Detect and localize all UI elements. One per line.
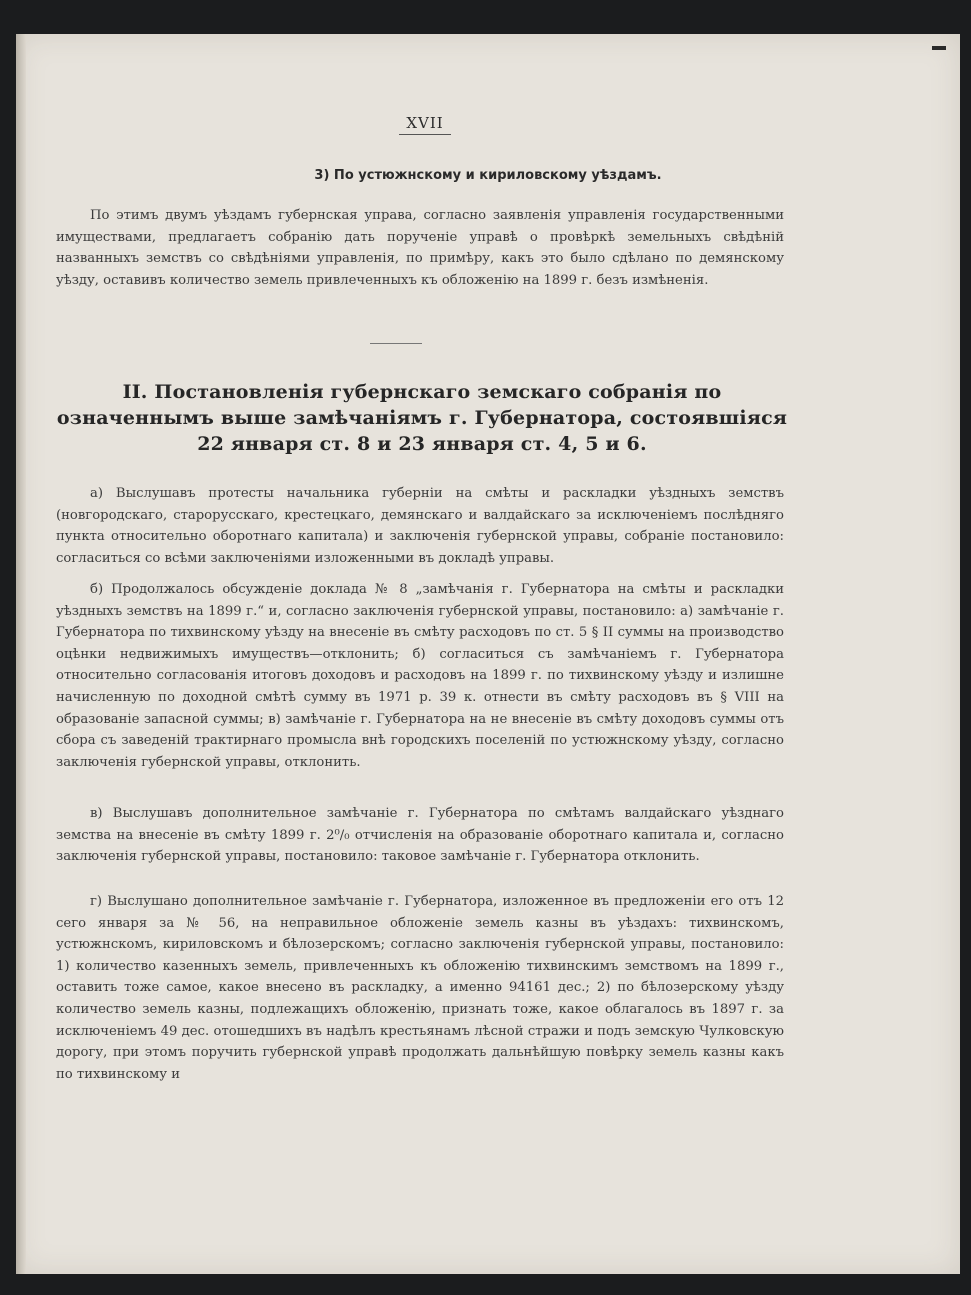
document-page xyxy=(16,34,960,1274)
section-title: II. Постановленія губернскаго земскаго собранія по означеннымъ выше замѣчаніямъ г. Губернатора, состоявшіяся 22 января ст. 8 и 23 января ст. 4, 5 и 6. xyxy=(56,381,788,455)
paragraph-a: а) Выслушавъ протесты начальника губерніи на смѣты и раскладки уѣздныхъ земствъ (новгородскаго, старорусскаго, крестецкаго, демянскаго и валдайскаго за исключеніемъ послѣдняго пункта относительно оборотнаго капитала) и заключенія губернской управы, собраніе постановило: согласиться со всѣми заключеніями изложенными въ докладѣ управы. xyxy=(56,486,784,566)
paragraph-b: б) Продолжалось обсужденіе доклада № 8 „замѣчанія г. Губернатора на смѣты и раскладки уѣздныхъ земствъ на 1899 г.“ и, согласно заключенія губернской управы, постановило: а) замѣчаніе г. Губернатора по тихвинскому уѣзду на внесеніе въ смѣту расходовъ по ст. 5 § II суммы на производство оцѣнки недвижимыхъ имуществъ—отклонить; б) согласиться съ замѣчаніемъ г. Губернатора относительно согласованія итоговъ доходовъ и расходовъ на 1899 г. по тихвинскому уѣзду и излишне начисленную по доходной смѣтѣ сумму въ 1971 р. 39 к. отнести въ смѣту расходовъ въ § VIII на образованіе запасной суммы; в) замѣчаніе г. Губернатора на не внесеніе въ смѣту доходовъ суммы отъ сбора съ заведеній трактирнаго промысла внѣ городскихъ поселеній по устюжнскому уѣзду, согласно заключенія губернской управы, отклонить. xyxy=(56,582,784,770)
section-divider xyxy=(370,343,422,344)
page-number: XVII xyxy=(399,114,451,135)
intro-paragraph: По этимъ двумъ уѣздамъ губернская управа, согласно заявленія управленія государственными имуществами, предлагаетъ собранію дать порученіе управѣ о провѣркѣ земельныхъ свѣдѣній названныхъ земствъ со свѣдѣніями управленія, по примѣру, какъ это было сдѣлано по демянскому уѣзду, оставивъ количество земель привлеченныхъ къ обложенію на 1899 г. безъ измѣненія. xyxy=(56,208,784,288)
page-gutter-shadow xyxy=(16,34,26,1274)
paragraph-g: г) Выслушано дополнительное замѣчаніе г. Губернатора, изложенное въ предложеніи его отъ 12 сего января за № 56, на неправильное обложеніе земель казны въ уѣздахъ: тихвинскомъ, устюжнскомъ, кириловскомъ и бѣлозерскомъ; согласно заключенія губернской управы, постановило: 1) количество казенныхъ земель, привлеченныхъ къ обложенію тихвинскимъ земствомъ на 1899 г., оставить тоже самое, какое внесено въ раскладку, а именно 94161 дес.; 2) по бѣлозерскому уѣзду количество земель казны, подлежащихъ обложенію, признать тоже, какое облагалось въ 1897 г. за исключеніемъ 49 дес. отошедшихъ въ надѣлъ крестьянамъ лѣсной стражи и подъ земскую Чулковскую дорогу, при этомъ поручить губернской управѣ продолжать дальнѣйшую повѣрку земель казны какъ по тихвинскому и xyxy=(56,894,784,1082)
scan-edge-mark xyxy=(932,46,946,50)
subheading: 3) По устюжнскому и кириловскому уѣздамъ. xyxy=(314,168,662,183)
paragraph-v: в) Выслушавъ дополнительное замѣчаніе г. Губернатора по смѣтамъ валдайскаго уѣзднаго земства на внесеніе въ смѣту 1899 г. 2⁰/₀ отчисленія на образованіе оборотнаго капитала и, согласно заключенія губернской управы, постановило: таковое замѣчаніе г. Губернатора отклонить. xyxy=(56,806,784,865)
